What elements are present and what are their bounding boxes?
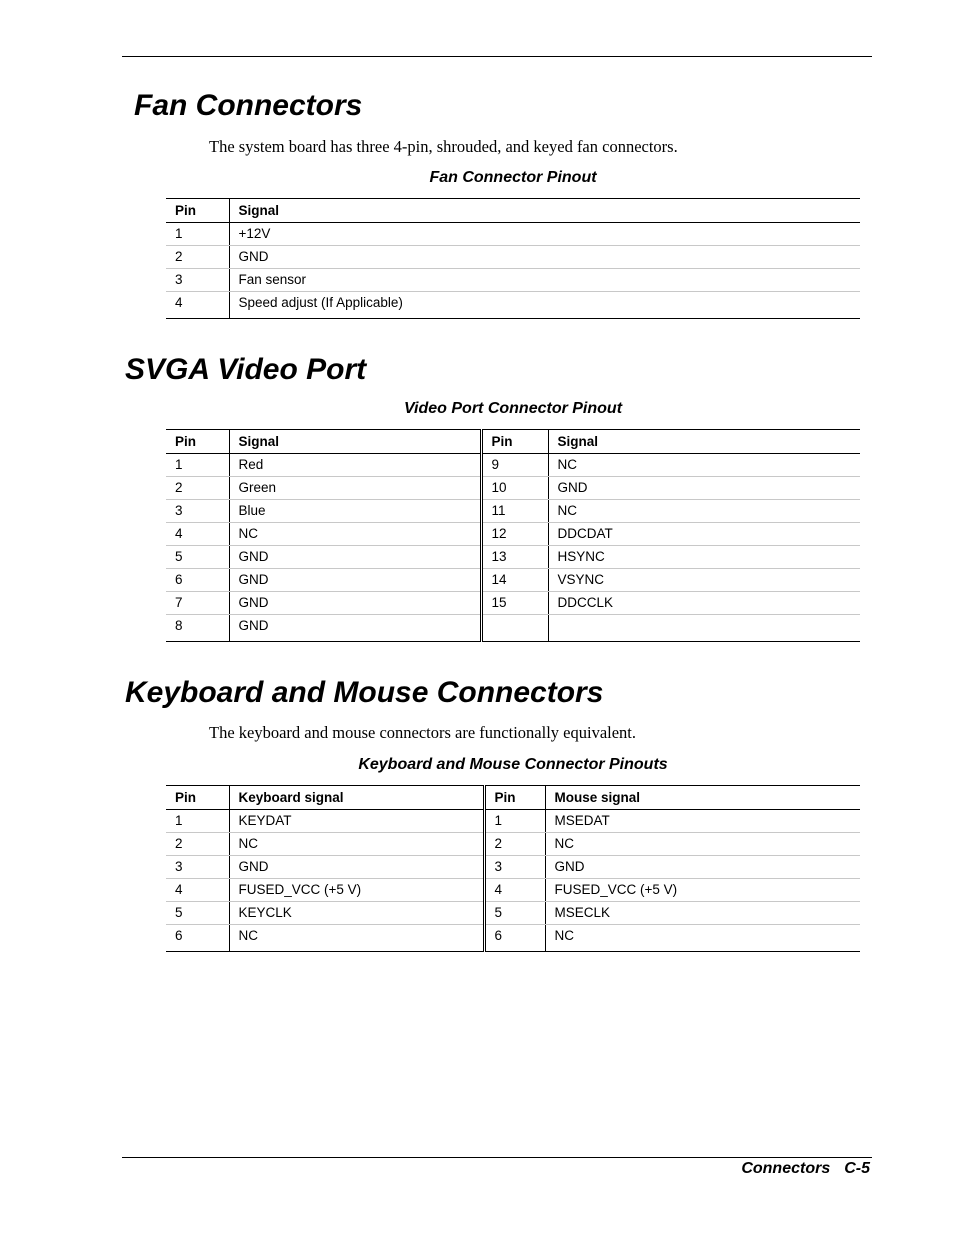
signal-cell: DDCDAT [548,523,860,546]
signal-cell: +12V [229,223,860,246]
fan-intro-text: The system board has three 4-pin, shrouded, and keyed fan connectors. [209,137,678,156]
column-header-signal: Signal [548,430,860,454]
table-row [166,500,860,523]
keyboard-table-caption: Keyboard and Mouse Connector Pinouts [358,756,668,773]
pin-cell: 1 [166,454,229,477]
pin-cell [481,615,548,642]
keyboard-mouse-pinout-table [166,785,860,952]
column-header-pin: Pin [484,786,545,810]
table-row [166,902,860,925]
pin-cell: 3 [484,856,545,879]
column-header-signal: Signal [229,199,860,223]
table-row [166,246,860,269]
column-header-keyboard-signal: Keyboard signal [229,786,484,810]
signal-cell: GND [229,246,860,269]
pin-cell: 9 [481,454,548,477]
mouse-signal-cell: MSEDAT [545,810,860,833]
table-row [166,223,860,246]
signal-cell: NC [548,500,860,523]
pin-cell: 6 [175,928,183,943]
pin-cell: 5 [484,902,545,925]
keyboard-signal-cell: FUSED_VCC (+5 V) [229,879,484,902]
signal-cell [548,615,860,642]
signal-cell: GND [548,477,860,500]
signal-cell: DDCCLK [548,592,860,615]
keyboard-signal-cell: NC [229,833,484,856]
table-row [166,269,860,292]
table-row [166,454,860,477]
signal-cell: Red [229,454,481,477]
keyboard-signal-cell: NC [229,925,484,952]
mouse-signal-cell: GND [545,856,860,879]
pin-cell: 3 [166,856,229,879]
keyboard-signal-cell: KEYDAT [229,810,484,833]
table-row [166,810,860,833]
table-row [166,477,860,500]
keyboard-signal-cell: KEYCLK [229,902,484,925]
mouse-signal-cell: FUSED_VCC (+5 V) [545,879,860,902]
pin-cell: 12 [481,523,548,546]
pin-cell: 7 [166,592,229,615]
mouse-signal-cell: MSECLK [545,902,860,925]
pin-cell: 3 [166,269,229,292]
page-number: C-5 [844,1160,870,1177]
table-row [166,569,860,592]
pin-cell: 4 [175,295,183,310]
pin-cell: 5 [166,546,229,569]
table-row [166,856,860,879]
pin-cell: 4 [484,879,545,902]
pin-cell: 6 [484,925,545,952]
pin-cell: 2 [166,477,229,500]
svga-video-port-heading: SVGA Video Port [125,353,367,386]
signal-cell: GND [229,615,481,642]
pin-cell: 11 [481,500,548,523]
pin-cell: 4 [166,879,229,902]
signal-cell: GND [229,569,481,592]
table-header-row [166,199,860,223]
table-row [166,546,860,569]
column-header-pin: Pin [166,786,229,810]
signal-cell: Speed adjust (If Applicable) [229,292,860,319]
svga-table-caption: Video Port Connector Pinout [403,400,623,417]
pin-cell: 1 [166,223,229,246]
keyboard-signal-cell: GND [229,856,484,879]
table-row [166,292,860,319]
fan-table-caption: Fan Connector Pinout [429,169,597,186]
table-row [166,879,860,902]
pin-cell: 8 [175,618,183,633]
signal-cell: Blue [229,500,481,523]
signal-cell: Green [229,477,481,500]
pin-cell: 15 [481,592,548,615]
mouse-signal-cell: NC [545,833,860,856]
table-row [166,592,860,615]
table-header-row [166,786,860,810]
column-header-mouse-signal: Mouse signal [545,786,860,810]
pin-cell: 2 [166,833,229,856]
pin-cell: 5 [166,902,229,925]
footer-section-name: Connectors [741,1160,831,1177]
pin-cell: 6 [166,569,229,592]
fan-pinout-table [166,198,860,319]
table-row [166,615,860,642]
pin-cell: 10 [481,477,548,500]
signal-cell: GND [229,592,481,615]
footer-rule [122,1157,872,1158]
table-row [166,833,860,856]
page-footer [741,1159,870,1179]
signal-cell: NC [548,454,860,477]
signal-cell: Fan sensor [229,269,860,292]
pin-cell: 1 [484,810,545,833]
column-header-pin: Pin [481,430,548,454]
pin-cell: 2 [484,833,545,856]
keyboard-mouse-heading: Keyboard and Mouse Connectors [125,676,604,709]
column-header-pin: Pin [166,430,229,454]
signal-cell: NC [229,523,481,546]
pin-cell: 1 [166,810,229,833]
signal-cell: HSYNC [548,546,860,569]
table-row [166,523,860,546]
fan-connectors-heading: Fan Connectors [134,89,363,122]
header-rule [122,56,872,57]
column-header-pin: Pin [166,199,229,223]
pin-cell: 14 [481,569,548,592]
pin-cell: 13 [481,546,548,569]
video-port-pinout-table [166,429,860,642]
pin-cell: 2 [166,246,229,269]
signal-cell: VSYNC [548,569,860,592]
column-header-signal: Signal [229,430,481,454]
signal-cell: GND [229,546,481,569]
keyboard-intro-text: The keyboard and mouse connectors are functionally equivalent. [209,723,637,742]
table-row [166,925,860,952]
mouse-signal-cell: NC [545,925,860,952]
pin-cell: 3 [166,500,229,523]
pin-cell: 4 [166,523,229,546]
table-header-row [166,430,860,454]
